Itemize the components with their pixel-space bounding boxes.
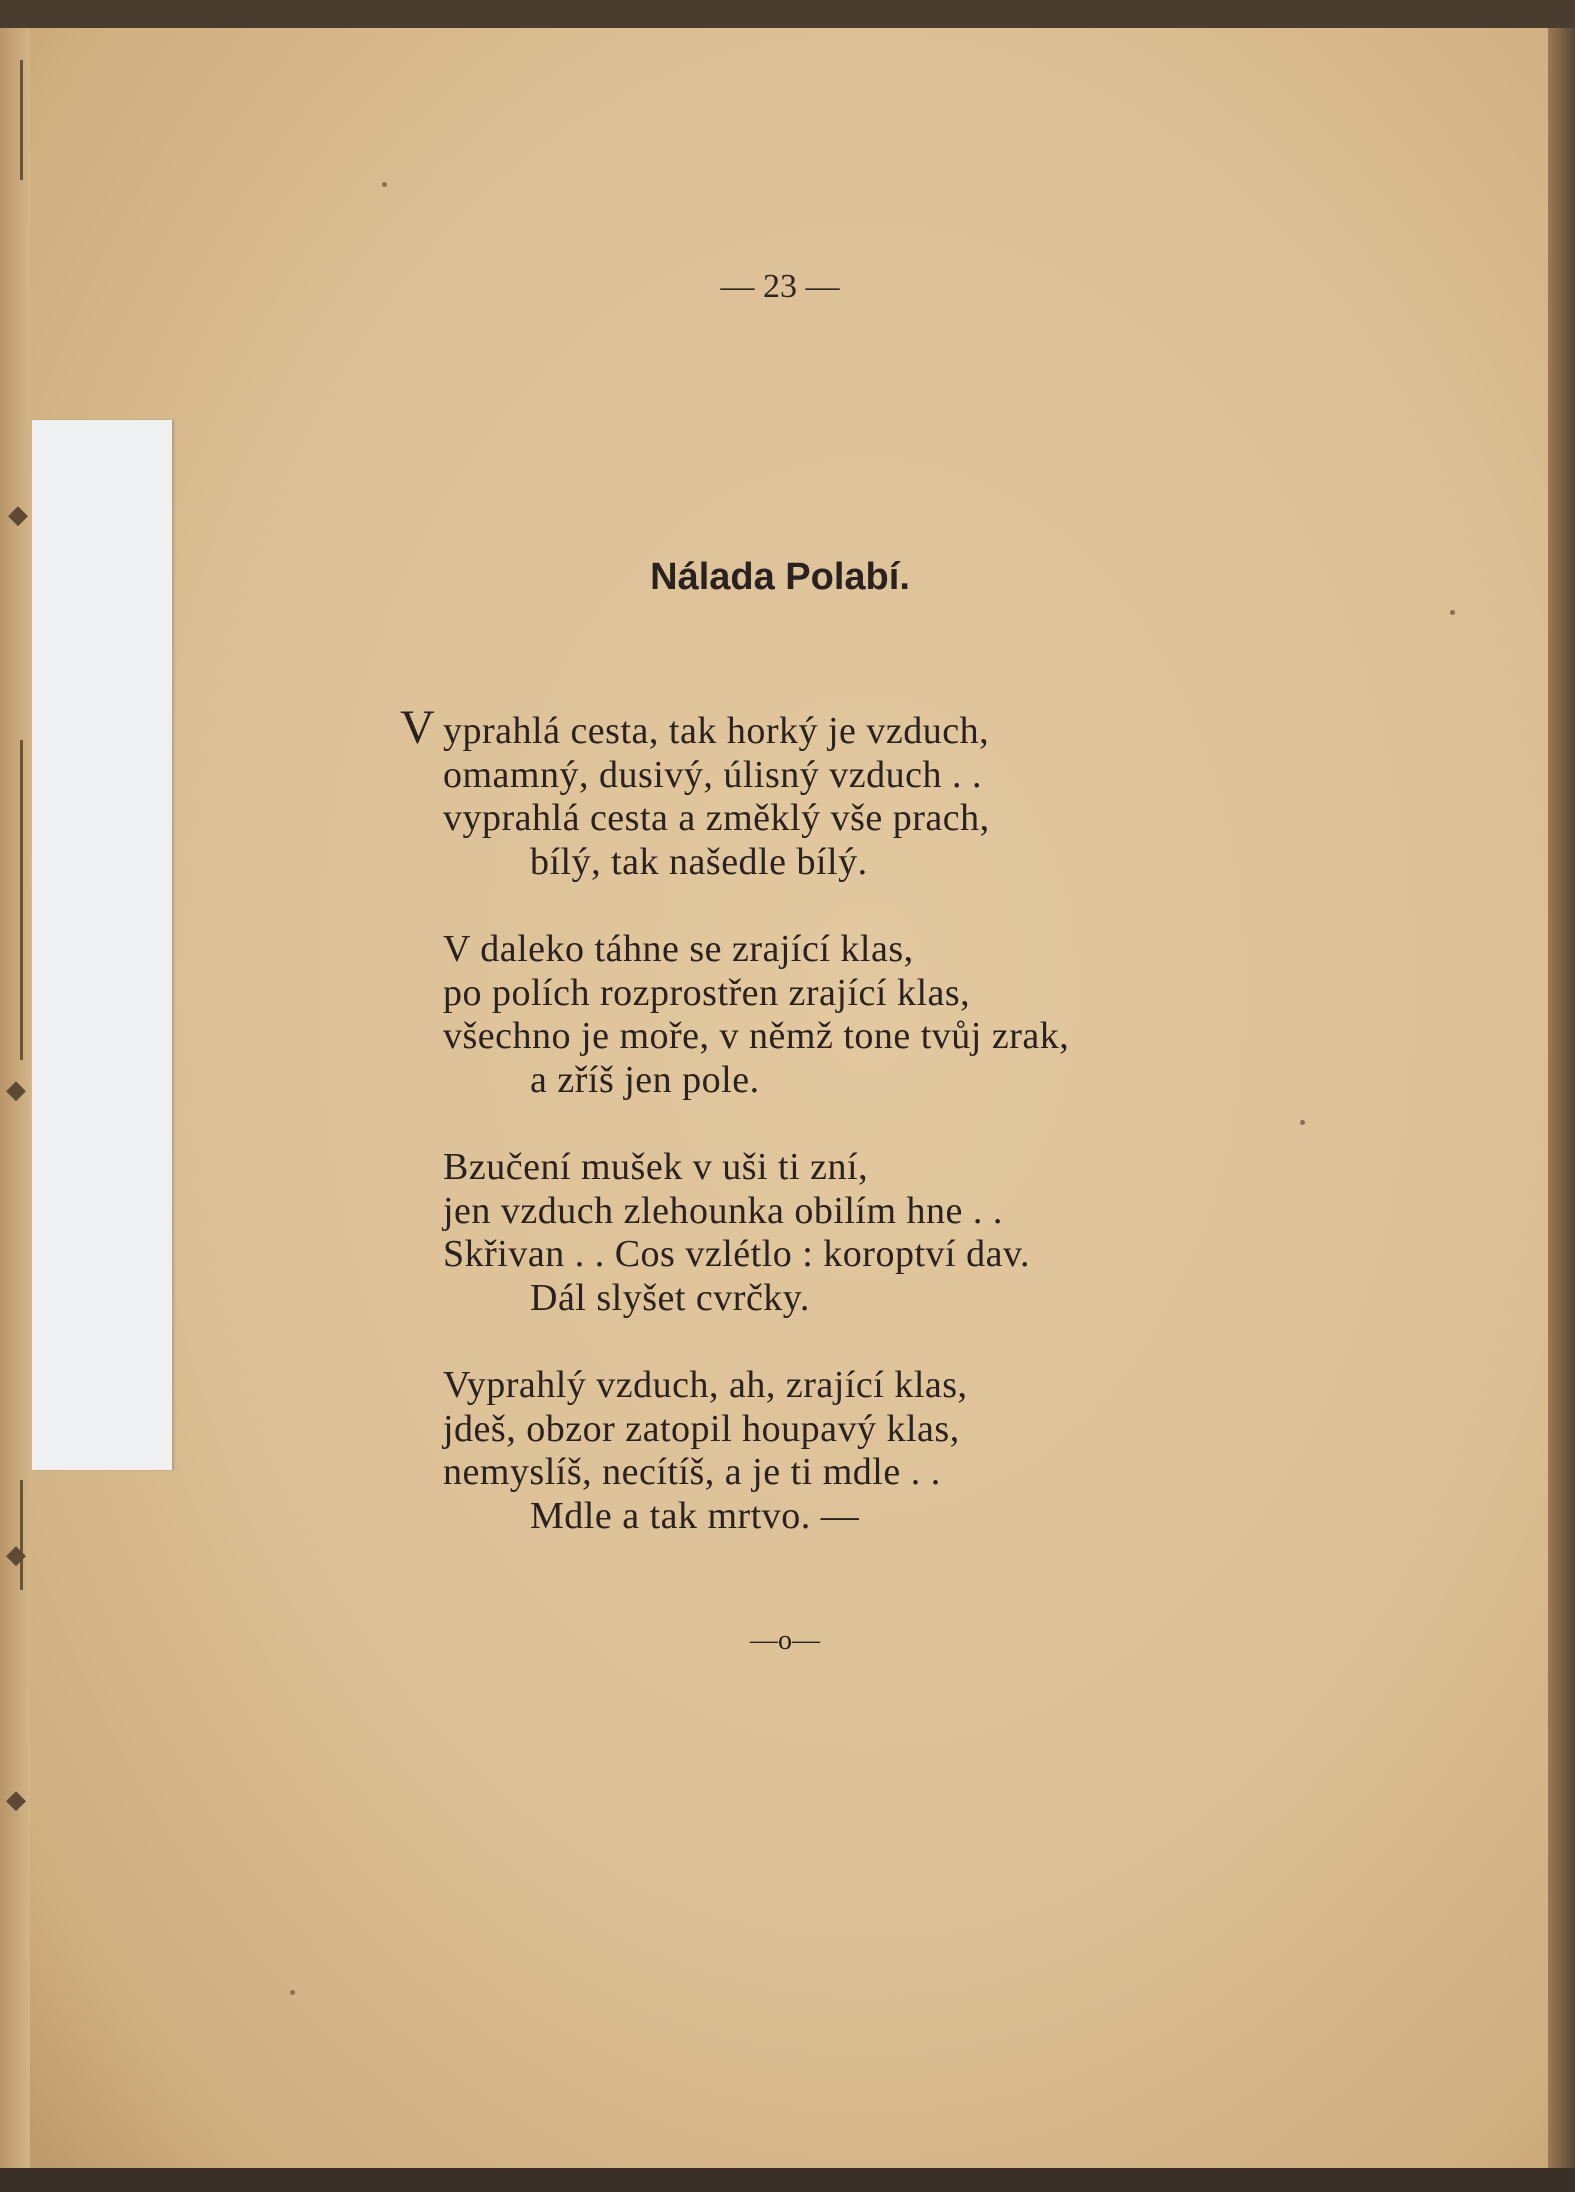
poem-line: Skřivan . . Cos vzlétlo : koroptví dav.: [443, 1233, 1030, 1275]
poem-line: jen vzduch zlehounka obilím hne . .: [443, 1189, 1003, 1232]
spine-thread: [20, 740, 23, 1060]
end-ornament: —o—: [750, 1625, 820, 1656]
poem-refrain-line: bílý, tak našedle bílý.: [530, 840, 868, 883]
scan-bottom-border: [0, 2168, 1575, 2192]
page-right-edge: [1548, 28, 1575, 2168]
stanza-2: [400, 928, 1460, 1102]
poem-line: Vyprahlý vzduch, ah, zrající klas,: [443, 1364, 968, 1406]
poem-line: vyprahlá cesta a změklý vše prach,: [443, 797, 990, 839]
stanza-1: [400, 701, 1460, 884]
poem-line: všechno je moře, v němž tone tvůj zrak,: [443, 1015, 1070, 1057]
stanza-4: [400, 1364, 1460, 1538]
initial-letter: V: [400, 701, 436, 754]
poem-line: [400, 701, 1460, 754]
binding-stitch-icon: ◆: [6, 1785, 26, 1814]
poem-refrain-line: a zříš jen pole.: [530, 1058, 760, 1101]
poem-line: V daleko táhne se zrající klas,: [443, 928, 914, 970]
paper-speck: [290, 1990, 295, 1995]
poem-line: Bzučení mušek v uši ti zní,: [443, 1146, 869, 1188]
poem-line: po polích rozprostřen zrající klas,: [443, 971, 971, 1014]
page-number: — 23 —: [720, 268, 840, 305]
scan-top-border: [0, 0, 1575, 28]
paper-tab: [32, 420, 172, 1470]
binding-stitch-icon: ◆: [8, 500, 28, 529]
poem-refrain-line: Mdle a tak mrtvo. —: [530, 1494, 860, 1537]
poem-title: Nálada Polabí.: [650, 556, 910, 598]
paper-speck: [382, 182, 387, 187]
poem-line: jdeš, obzor zatopil houpavý klas,: [443, 1407, 960, 1450]
first-line-text: yprahlá cesta, tak horký je vzduch,: [443, 710, 990, 752]
binding-stitch-icon: ◆: [6, 1540, 26, 1569]
poem-line: omamný, dusivý, úlisný vzduch . .: [443, 753, 982, 796]
paper-speck: [1450, 610, 1455, 615]
binding-stitch-icon: ◆: [6, 1075, 26, 1104]
spine-thread: [20, 60, 23, 180]
spine-thread: [20, 1480, 23, 1590]
poem-refrain-line: Dál slyšet cvrčky.: [530, 1276, 810, 1319]
stanza-3: [400, 1146, 1460, 1320]
poem-line: nemyslíš, necítíš, a je ti mdle . .: [443, 1451, 941, 1493]
poem-body: [400, 701, 1460, 1582]
